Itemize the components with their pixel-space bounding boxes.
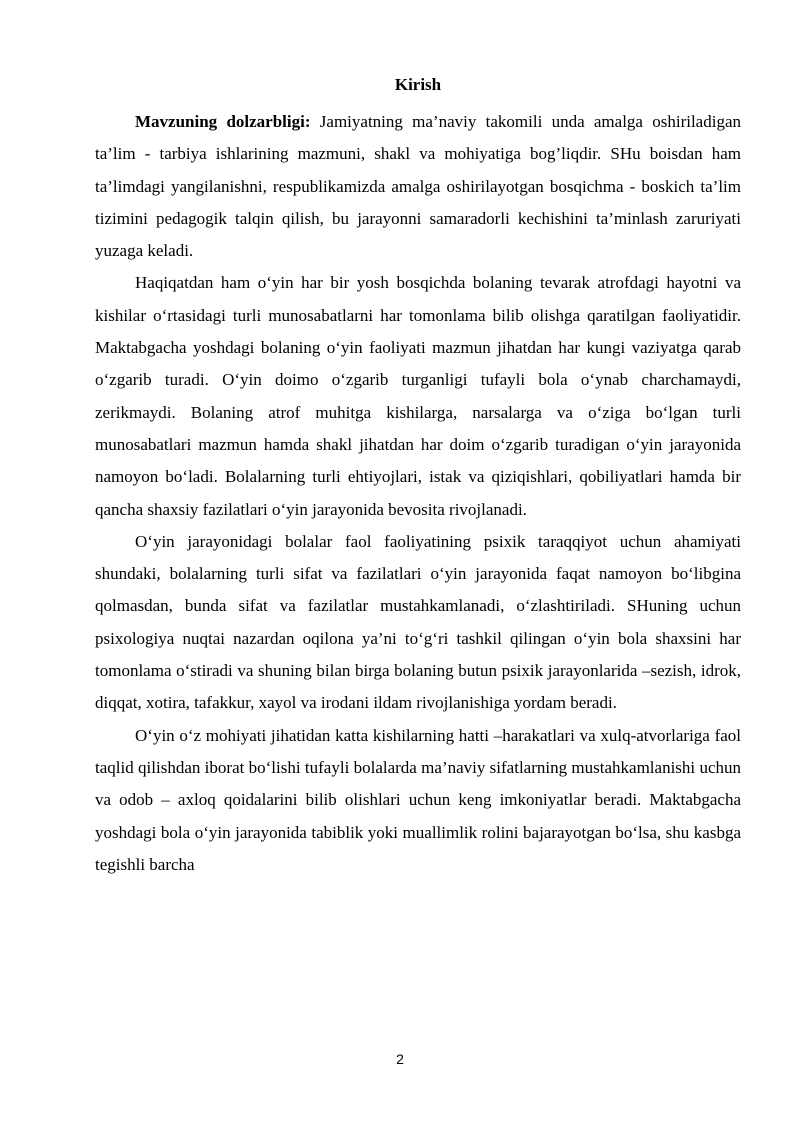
page-number: 2 — [396, 1051, 404, 1067]
paragraph-relevance — [95, 106, 741, 267]
paragraph-text: Jamiyatning ma’naviy takomili unda amalga oshiriladigan ta’lim - tarbiya ishlarining mazmuni, shakl va mohiyatiga bog’liqdir. SHu boisdan ham ta’limdagi yangilanishni, respublikamizda amalga oshirilayotgan bosqichma - boskich ta’lim tizimini pedagogik talqin qilish, bu jarayonni samaradorli kechishini ta’minlash zaruriyati yuzaga keladi. — [95, 112, 741, 261]
paragraph: O‘yin o‘z mohiyati jihatidan katta kishilarning hatti –harakatlari va xulq-atvorlariga faol taqlid qilishdan iborat bo‘lishi tufayli bolalarda ma’naviy sifatlarning mustahkamlanishi uchun va odob – axloq qoidalarini bilib olishlari uchun keng imkoniyatlar beradi. Maktabgacha yoshdagi bola o‘yin jarayonida tabiblik yoki muallimlik rolini bajarayotgan bo‘lsa, shu kasbga tegishli barcha — [95, 725, 741, 874]
body-text — [95, 106, 741, 881]
paragraph: O‘yin jarayonidagi bolalar faol faoliyatining psixik taraqqiyot uchun ahamiyati shundaki, bolalarning turli sifat va fazilatlari o‘yin jarayonida faqat namoyon bo‘libgina qolmasdan, bunda sifat va fazilatlar mustahkamlanadi, o‘zlashtiriladi. SHuning uchun psixologiya nuqtai nazardan oqilona ya’ni to‘g‘ri tashkil qilingan o‘yin bola shaxsini har tomonlama o‘stiradi va shuning bilan birga bolaning butun psixik jarayonlarida –sezish, idrok, diqqat, xotira, tafakkur, xayol va irodani ildam rivojlanishiga yordam beradi. — [95, 531, 741, 713]
paragraph-lead: Mavzuning dolzarbligi: — [135, 112, 311, 131]
section-title: Kirish — [394, 75, 442, 94]
paragraph: Haqiqatdan ham o‘yin har bir yosh bosqichda bolaning tevarak atrofdagi hayotni va kishilar o‘rtasidagi turli munosabatlarni har tomonlama bilib olishga qaratilgan faoliyatidir. Maktabgacha yoshdagi bolaning o‘yin faoliyati mazmun jihatdan har kungi vaziyatga qarab o‘zgarib turadi. O‘yin doimo o‘zgarib turganligi tufayli bola o‘ynab charchamaydi, zerikmaydi. Bolaning atrof muhitga kishilarga, narsalarga va o‘ziga bo‘lgan turli munosabatlari mazmun hamda shakl jihatdan har doim o‘zgarib turadigan o‘yin jarayonida namoyon bo‘ladi. Bolalarning turli ehtiyojlari, istak va qiziqishlari, qobiliyatlari hamda bir qancha shaxsiy fazilatlari o‘yin jarayonida bevosita rivojlanadi. — [95, 273, 741, 519]
